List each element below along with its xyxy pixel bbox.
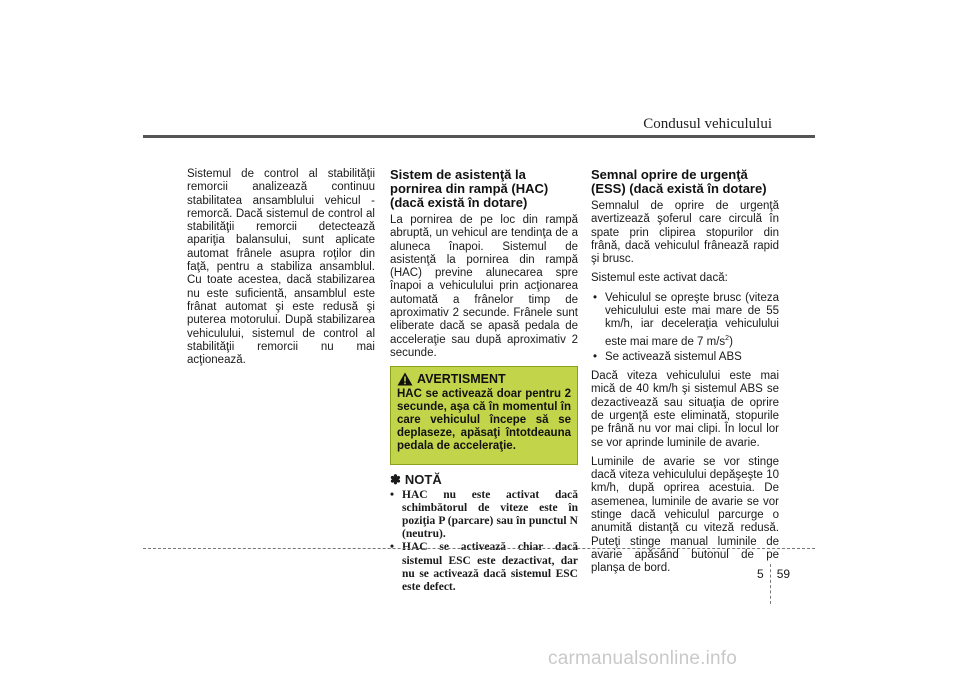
ess-paragraph-hazard: Luminile de avarie se vor stinge dacă viteza vehiculului depăşeşte 10 km/h, după oprirea acestuia. De asemenea, luminile de avarie se vor stinge dacă vehiculul parcurge o anumită distanţă cu viteză redusă. Puteţi stinge manual luminile de avarie apăsând butonul de pe planşa de bord. [591, 455, 779, 575]
note-header [390, 473, 578, 486]
ess-heading: Semnal oprire de urgenţă (ESS) (dacă există în dotare) [591, 167, 767, 196]
ess-condition-item: • Se activează sistemul ABS [591, 351, 779, 364]
warning-header [397, 372, 571, 386]
note-title: NOTĂ [404, 472, 442, 488]
page-number [757, 554, 790, 594]
trailer-stability-paragraph: Sistemul de control al stabilităţii remorcii analizează continuu stabilitatea ansamblului vehicul - remorcă. Dacă sistemul de control al stabilităţii remorcii detectează apariţia balansului, sunt aplicate automat frânele asupra roţilor din faţă, pentru a stabiliza ansamblul. Cu toate acestea, dacă stabilizarea nu este suficientă, ansamblul este frânat automat şi este redusă şi puterea motorului. După stabilizarea vehiculului, sistemul de control al stabilităţii remorcii nu mai acţionează. [187, 168, 375, 367]
warning-box [390, 366, 578, 465]
ess-paragraph-activation: Sistemul este activat dacă: [591, 272, 728, 285]
warning-text: HAC se activează doar pentru 2 secunde, aşa că în momentul în care vehiculul începe să se deplaseze, apăsaţi întotdeauna pedala de acceleraţie. [397, 388, 571, 453]
column-middle [390, 168, 578, 594]
column-right [591, 168, 779, 582]
ess-paragraph-low-speed: Dacă viteza vehiculului este mai mică de 40 km/h şi sistemul ABS se dezactivează sau situaţia de oprire de urgenţă este eliminată, stopurile pe frână nu vor mai clipi. În locul lor se vor aprinde luminile de avarie. [591, 370, 779, 449]
warning-title: AVERTISMENT [417, 371, 506, 386]
page-number-separator [770, 564, 771, 604]
page-header-title: Condusul vehiculului [643, 116, 772, 132]
hac-heading: Sistem de asistenţă la pornirea din rampă (HAC) (dacă există în dotare) [390, 167, 549, 210]
note-item: • HAC se activează chiar dacă sistemul ESC este dezactivat, dar nu se activează dacă sistemul ESC este defect. [390, 541, 578, 594]
chapter-number: 5 [757, 567, 764, 581]
note-asterisk-icon: ✽ [390, 472, 401, 488]
ess-condition-superscript: 2 [725, 334, 730, 342]
note-list [390, 489, 578, 595]
page-number-value: 59 [776, 567, 791, 581]
ess-conditions-list [591, 292, 779, 364]
header-rule [143, 135, 815, 138]
ess-paragraph-intro: Semnalul de oprire de urgenţă avertizează şoferul care circulă în spate prin clipirea stopurilor din frână, dacă vehiculul frânează rapid şi brusc. [591, 200, 779, 266]
ess-condition-end: ) [729, 335, 733, 348]
note-item: • HAC nu este activat dacă schimbătorul de viteze este în poziţia P (parcare) sau în punctul N (neutru). [390, 489, 578, 542]
ess-condition-text: Vehiculul se opreşte brusc (viteza vehiculului este mai mare de 55 km/h, iar deceleraţia vehiculului este mai mare de 7 m/s [605, 291, 779, 348]
watermark: carmanualsonline.info [548, 648, 738, 669]
footer-rule [143, 548, 815, 549]
hac-paragraph: La pornirea de pe loc din rampă abruptă, un vehicul are tendinţa de a aluneca înapoi. Sistemul de asistenţă la pornirea din rampă (HAC) previne alunecarea spre înapoi a vehiculului prin acţionarea automată a frânelor timp de aproximativ 2 secunde. Frânele sunt eliberate dacă se apasă pedala de acceleraţie sau după aproximativ 2 secunde. [390, 214, 578, 359]
ess-condition-item [591, 292, 779, 349]
column-left [187, 168, 375, 373]
warning-triangle-icon [397, 372, 413, 386]
